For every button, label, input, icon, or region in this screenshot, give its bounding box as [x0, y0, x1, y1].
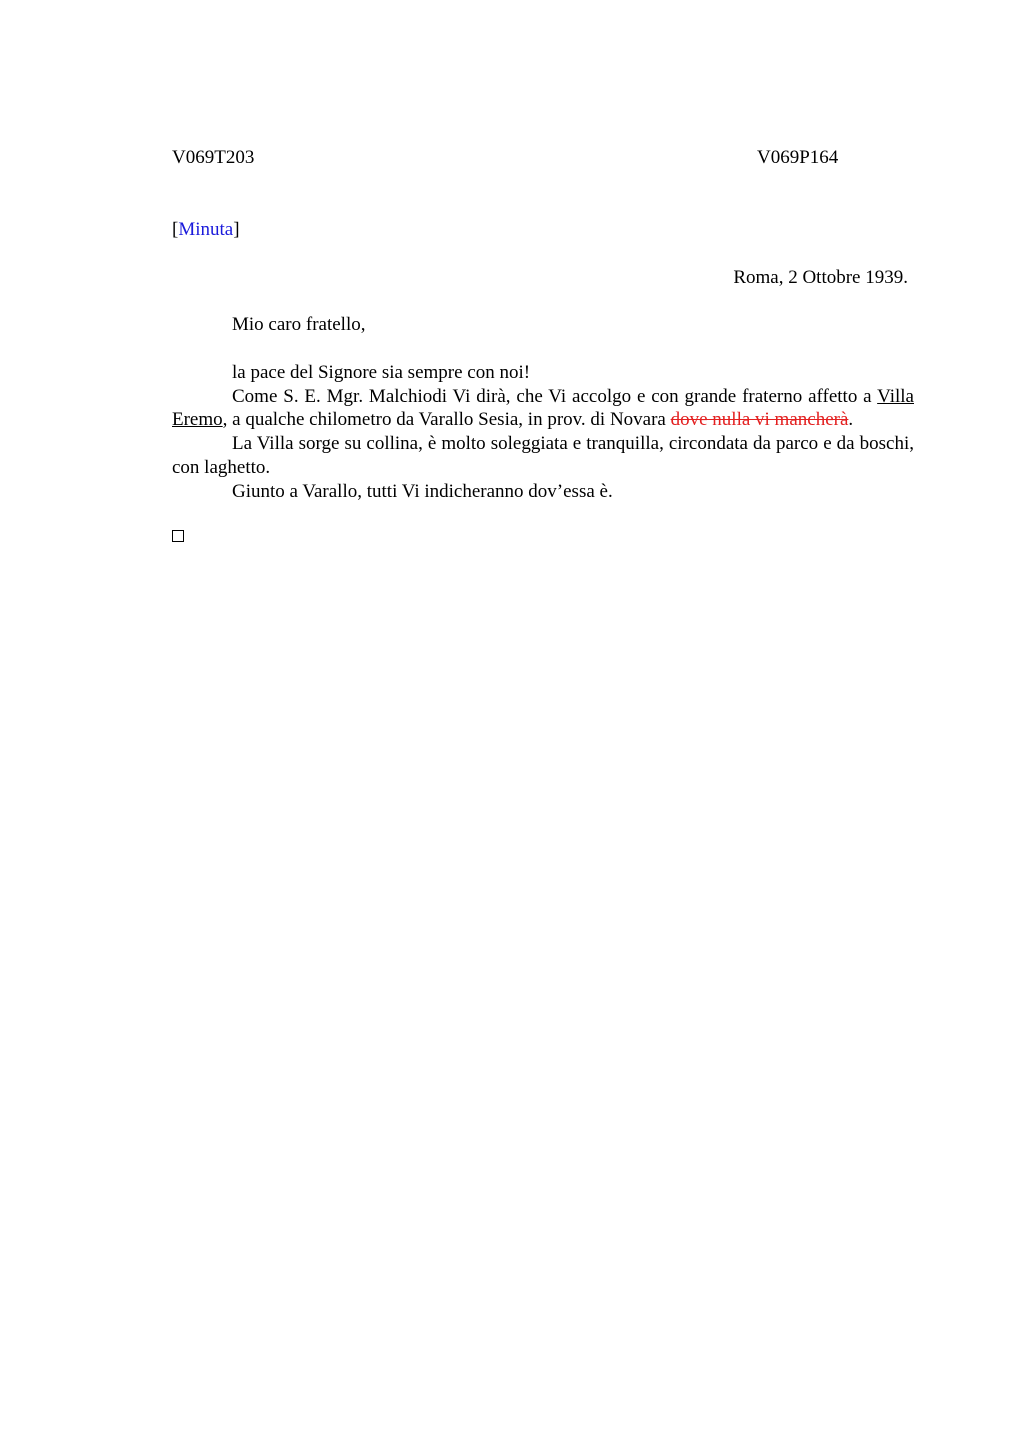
paragraph-villa-eremo-end: . — [848, 409, 854, 431]
minuta-text: Minuta — [178, 219, 234, 240]
bracket-open: [ — [172, 219, 179, 240]
bracket-close: ] — [233, 219, 240, 240]
letter-body — [172, 361, 914, 503]
paragraph-villa-description: La Villa sorge su collina, è molto soleggiata e tranquilla, circondata da parco e da boschi, con laghetto. — [172, 433, 914, 478]
letter-date: Roma, 2 Ottobre 1939. — [733, 267, 908, 288]
minuta-label — [172, 218, 240, 242]
underlined-place-name: Villa Eremo — [172, 385, 914, 431]
struck-out-text: dove nulla vi mancherà — [670, 409, 849, 431]
letter-greeting: Mio caro fratello, — [232, 314, 366, 335]
paragraph-blessing: la pace del Signore sia sempre con noi! — [232, 362, 531, 383]
empty-checkbox-icon — [172, 530, 184, 542]
paragraph-villa-eremo-middle: , a qualche chilometro da Varallo Sesia, in prov. di Novara — [222, 409, 671, 431]
paragraph-directions: Giunto a Varallo, tutti Vi indicheranno dov’essa è. — [232, 480, 613, 502]
document-code-right: V069P164 — [757, 147, 839, 168]
paragraph-villa-eremo-start: Come S. E. Mgr. Malchiodi Vi dirà, che Vi accolgo e con grande fraterno affetto a — [232, 385, 878, 407]
paragraph-villa-eremo — [172, 385, 914, 432]
document-code-left: V069T203 — [172, 147, 255, 168]
